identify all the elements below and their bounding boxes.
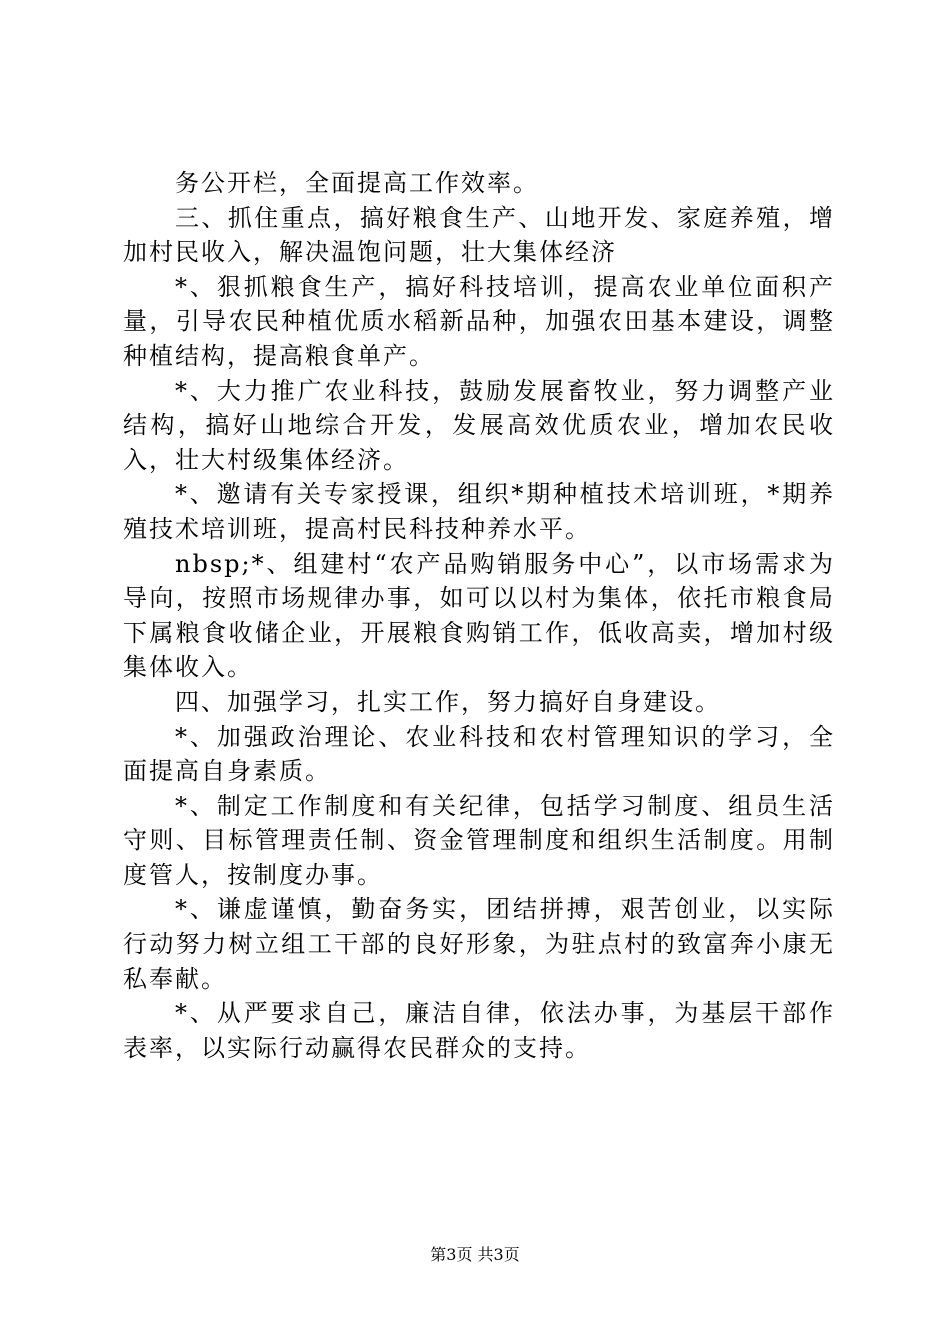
document-body: [123, 166, 835, 1065]
paragraph-10: *、谦虚谨慎，勤奋务实，团结拼搏，艰苦创业，以实际行动努力树立组工干部的良好形象，为驻点村的致富奔小康无私奉献。: [123, 895, 835, 993]
paragraph-6: nbsp;*、组建村“农产品购销服务中心”，以市场需求为导向，按照市场规律办事，如可以以村为集体，依托市粮食局下属粮食收储企业，开展粮食购销工作，低收高卖，增加村级集体收入。: [123, 549, 835, 682]
paragraph-5: *、邀请有关专家授课，组织*期种植技术培训班，*期养殖技术培训班，提高村民科技种养水平。: [123, 480, 835, 543]
paragraph-9: *、制定工作制度和有关纪律，包括学习制度、组员生活守则、目标管理责任制、资金管理制度和组织生活制度。用制度管人，按制度办事。: [123, 791, 835, 889]
page-footer: 第3页 共3页: [430, 1245, 520, 1264]
paragraph-11: *、从严要求自己，廉洁自律，依法办事，为基层干部作表率，以实际行动赢得农民群众的支持。: [123, 999, 835, 1062]
paragraph-4: *、大力推广农业科技，鼓励发展畜牧业，努力调整产业结构，搞好山地综合开发，发展高效优质农业，增加农民收入，壮大村级集体经济。: [123, 376, 835, 474]
paragraph-3: *、狠抓粮食生产，搞好科技培训，提高农业单位面积产量，引导农民种植优质水稻新品种，加强农田基本建设，调整种植结构，提高粮食单产。: [123, 272, 835, 370]
paragraph-8: *、加强政治理论、农业科技和农村管理知识的学习，全面提高自身素质。: [123, 722, 835, 786]
paragraph-2: 三、抓住重点，搞好粮食生产、山地开发、家庭养殖，增加村民收入，解决温饱问题，壮大集体经济: [123, 203, 835, 267]
paragraph-7: 四、加强学习，扎实工作，努力搞好自身建设。: [175, 687, 721, 716]
paragraph-1: 务公开栏，全面提高工作效率。: [175, 169, 539, 197]
